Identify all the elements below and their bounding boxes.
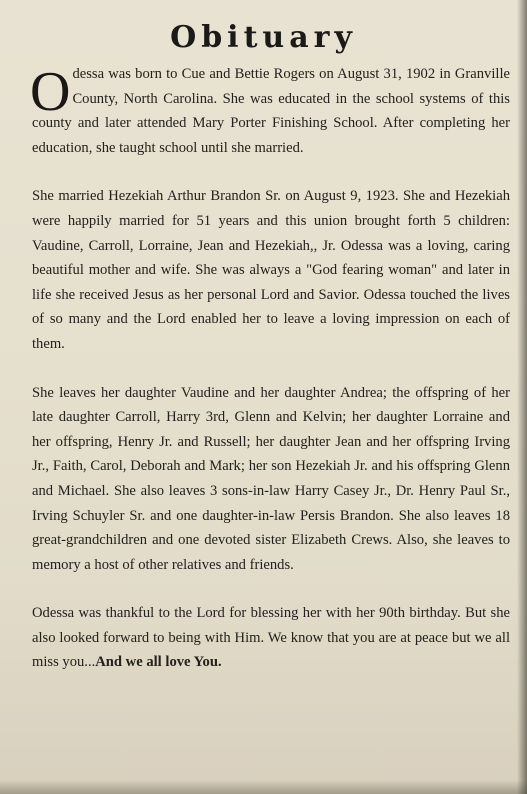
paragraph-survivors: She leaves her daughter Vaudine and her daughter Andrea; the offspring of her late daughter Carroll, Harry 3rd, Glenn and Kelvin; her daughter Lorraine and her offspring, Henry Jr. and Russell; her daughter Jean and her offspring Irving Jr., Faith, Carol, Deborah and Mark; her son Hezekiah Jr. and his offspring Glenn and Michael. She also leaves 3 sons-in-law Harry Casey Jr., Dr. Henry Paul Sr., Irving Schuyler Sr. and one daughter-in-law Persis Brandon. She also leaves 18 great-grandchildren and one devoted sister Elizabeth Crews. Also, she leaves to memory a host of other relatives and friends. (32, 384, 510, 573)
page-bottom-shadow (0, 780, 527, 794)
page-edge-shadow (517, 0, 527, 794)
closing-text: Odessa was thankful to the Lord for blessing her with her 90th birthday. But she also looked forward to being with Him. We know that you are at peace but we all miss you... (32, 605, 510, 671)
obituary-body (32, 62, 510, 699)
paragraph-1-text: dessa was born to Cue and Bettie Rogers on August 31, 1902 in Granville County, North Carolina. She was educated in the school systems of this county and later attended Mary Porter Finishing School. After completing her education, she taught school until she married. (32, 66, 510, 156)
closing-bold-text: And we all love You. (95, 654, 222, 671)
paragraph-marriage: She married Hezekiah Arthur Brandon Sr. on August 9, 1923. She and Hezekiah were happily married for 51 years and this union brought forth 5 children: Vaudine, Carroll, Lorraine, Jean and Hezekiah,, Jr. Odessa was a loving, caring beautiful mother and wife. She was always a "God fearing woman" and later in life she received Jesus as her personal Lord and Savior. Odessa touched the lives of so many and the Lord enabled her to leave a loving impression on each of them. (32, 188, 510, 352)
drop-cap: O (30, 61, 71, 123)
paragraph-birth (32, 62, 510, 160)
page-title: Obituary (170, 20, 357, 55)
paragraph-closing (32, 601, 510, 675)
